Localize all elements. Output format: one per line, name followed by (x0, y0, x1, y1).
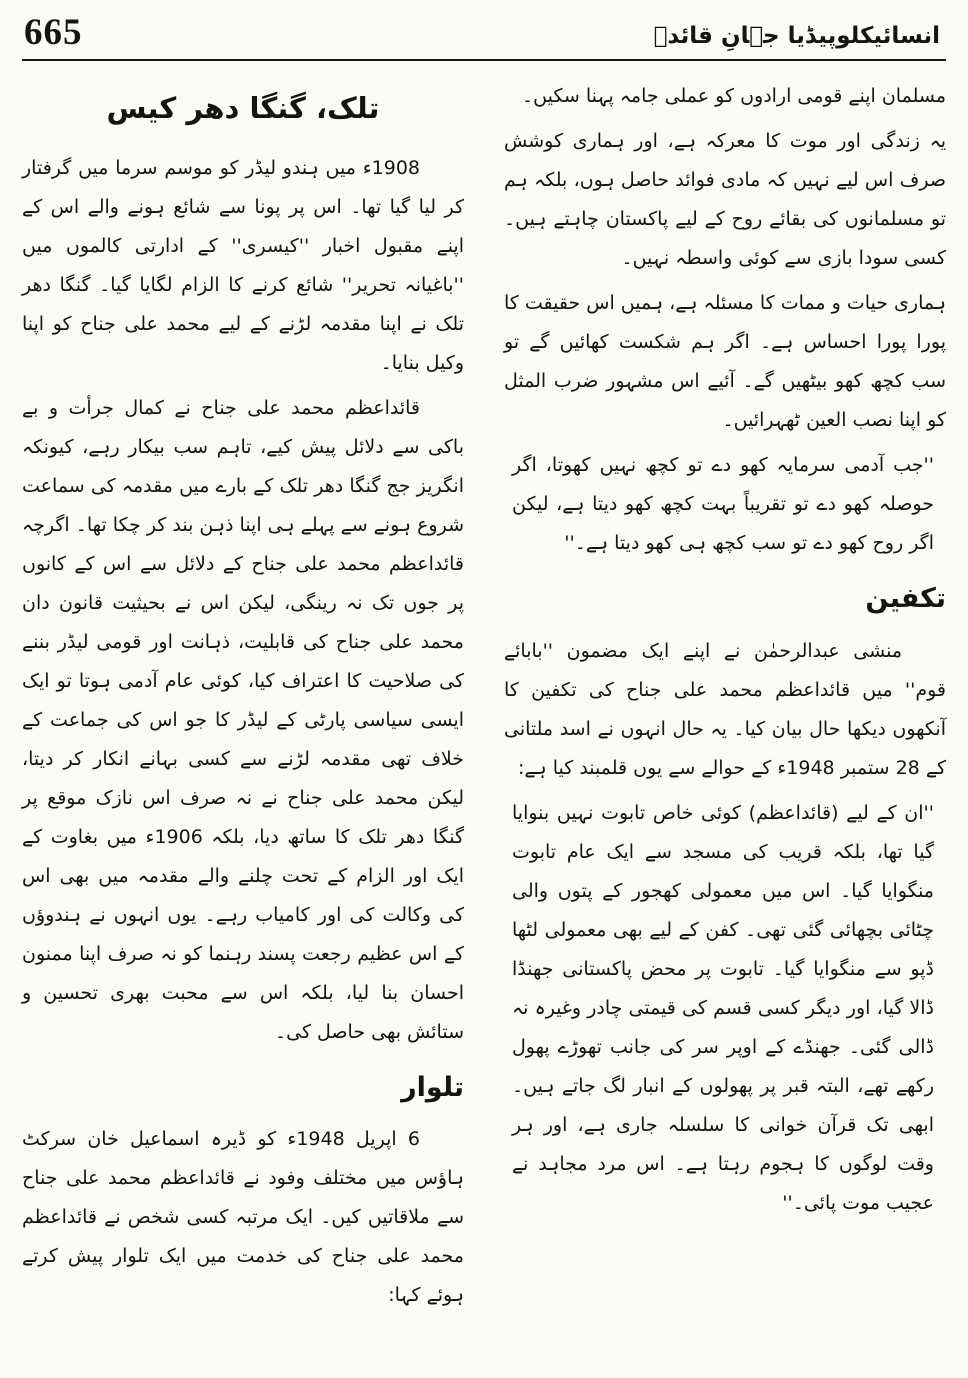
column-left (22, 77, 464, 1321)
column-right (504, 77, 946, 1321)
quote-block: ''ان کے لیے (قائداعظم) کوئی خاص تابوت نہیں بنوایا گیا تھا، بلکہ قریب کی مسجد سے ایک عام تابوت منگوایا گیا۔ اس میں معمولی کھجور کے پتوں والی چٹائی بچھائی گئی تھی۔ کفن کے لیے بھی معمولی لٹھا ڈپو سے منگوایا گیا۔ تابوت پر محض پاکستانی جھنڈا ڈالا گیا، اور دیگر کسی قسم کی قیمتی چادر وغیرہ نہ ڈالی گئی۔ جھنڈے کے اوپر سر کی جانب تھوڑے پھول رکھے تھے، البتہ قبر پر پھولوں کے انبار لگ جاتے ہیں۔ ابھی تک قرآن خوانی کا سلسلہ جاری ہے، اور ہر وقت لوگوں کا ہجوم رہتا ہے۔ اس مرد مجاہد نے عجیب موت پائی۔'' (512, 801, 934, 1214)
paragraph: 6 اپریل 1948ء کو ڈیرہ اسماعیل خان سرکٹ ہاؤس میں مختلف وفود نے قائداعظم محمد علی جناح سے ملاقاتیں کیں۔ ایک مرتبہ کسی شخص نے قائداعظم محمد علی جناح کی خدمت میں ایک تلوار پیش کرتے ہوئے کہا: (22, 1128, 464, 1306)
book-title: انسائیکلوپیڈیا جہانِ قائدؒ (653, 23, 940, 49)
paragraph-continuation: مسلمان اپنے قومی ارادوں کو عملی جامہ پہنا سکیں۔ (522, 85, 946, 107)
paragraph: یہ زندگی اور موت کا معرکہ ہے، اور ہماری کوشش صرف اس لیے نہیں کہ مادی فوائد حاصل ہوں، بلکہ ہم تو مسلمانوں کی بقائے روح کے لیے پاکستان چاہتے ہیں۔ کسی سودا بازی سے کوئی واسطہ نہیں۔ (504, 130, 946, 269)
page-body (22, 71, 946, 1321)
header-divider (22, 59, 946, 61)
paragraph: قائداعظم محمد علی جناح نے کمال جرأت و بے باکی سے دلائل پیش کیے، تاہم سب بیکار رہے، کیونکہ انگریز جج گنگا دھر تلک کے بارے میں مقدمہ کی سماعت شروع ہونے سے پہلے ہی اپنا ذہن بند کر چکا تھا۔ اگرچہ قائداعظم محمد علی جناح کے دلائل سے اس کے کانوں پر جوں تک نہ رینگی، لیکن اس نے بحیثیت قانون دان محمد علی جناح کی قابلیت، ذہانت اور قومی لیڈر بننے کی صلاحیت کا اعتراف کیا، کوئی عام آدمی ہوتا تو ایک ایسی سیاسی پارٹی کے لیڈر کا جو اس کی جماعت کے خلاف تھی مقدمہ لڑنے سے کسی بہانے انکار کر دیتا، لیکن محمد علی جناح نے نہ صرف اس نازک موقع پر گنگا دھر تلک کا ساتھ دیا، بلکہ 1906ء میں بغاوت کے ایک اور الزام کے تحت چلنے والے مقدمہ میں بھی اس کی وکالت کی اور کامیاب رہے۔ یوں انہوں نے ہندوؤں کے اس عظیم رجعت پسند رہنما کو نہ صرف اپنا ممنون احسان بنا لیا، بلکہ اس سے محبت بھری تحسین و ستائش بھی حاصل کی۔ (22, 396, 464, 1043)
paragraph: 1908ء میں ہندو لیڈر کو موسم سرما میں گرفتار کر لیا گیا تھا۔ اس پر پونا سے شائع ہونے والے اس کے اپنے مقبول اخبار ''کیسری'' کے ادارتی کالموں میں ''باغیانہ تحریر'' شائع کرنے کا الزام لگایا گیا۔ گنگا دھر تلک نے اپنا مقدمہ لڑنے کے لیے محمد علی جناح کو اپنا وکیل بنایا۔ (22, 156, 464, 374)
section-heading-takfeen: تکفین (865, 583, 946, 614)
section-heading-tilak-gangadhar-case: تلک، گنگا دھر کیس (106, 91, 380, 125)
page-header (22, 12, 946, 59)
paragraph: ہماری حیات و ممات کا مسئلہ ہے، ہمیں اس حقیقت کا پورا پورا احساس ہے۔ اگر ہم شکست کھائیں گے تو سب کچھ کھو بیٹھیں گے۔ آئیے اس مشہور ضرب المثل کو اپنا نصب العین ٹھہرائیں۔ (503, 292, 946, 431)
paragraph: منشی عبدالرحمٰن نے اپنے ایک مضمون ''بابائے قوم'' میں قائداعظم محمد علی جناح کی تکفین کا آنکھوں دیکھا حال بیان کیا۔ یہ حال انہوں نے اسد ملتانی کے 28 ستمبر 1948ء کے حوالے سے یوں قلمبند کیا ہے: (504, 639, 946, 779)
page-number: 665 (24, 12, 83, 53)
section-heading-talwar: تلوار (401, 1071, 464, 1103)
quote-block: ''جب آدمی سرمایہ کھو دے تو کچھ نہیں کھوتا، اگر حوصلہ کھو دے تو تقریباً بہت کچھ کھو دیتا ہے، لیکن اگر روح کھو دے تو سب کچھ ہی کھو دیتا ہے۔'' (512, 454, 934, 554)
